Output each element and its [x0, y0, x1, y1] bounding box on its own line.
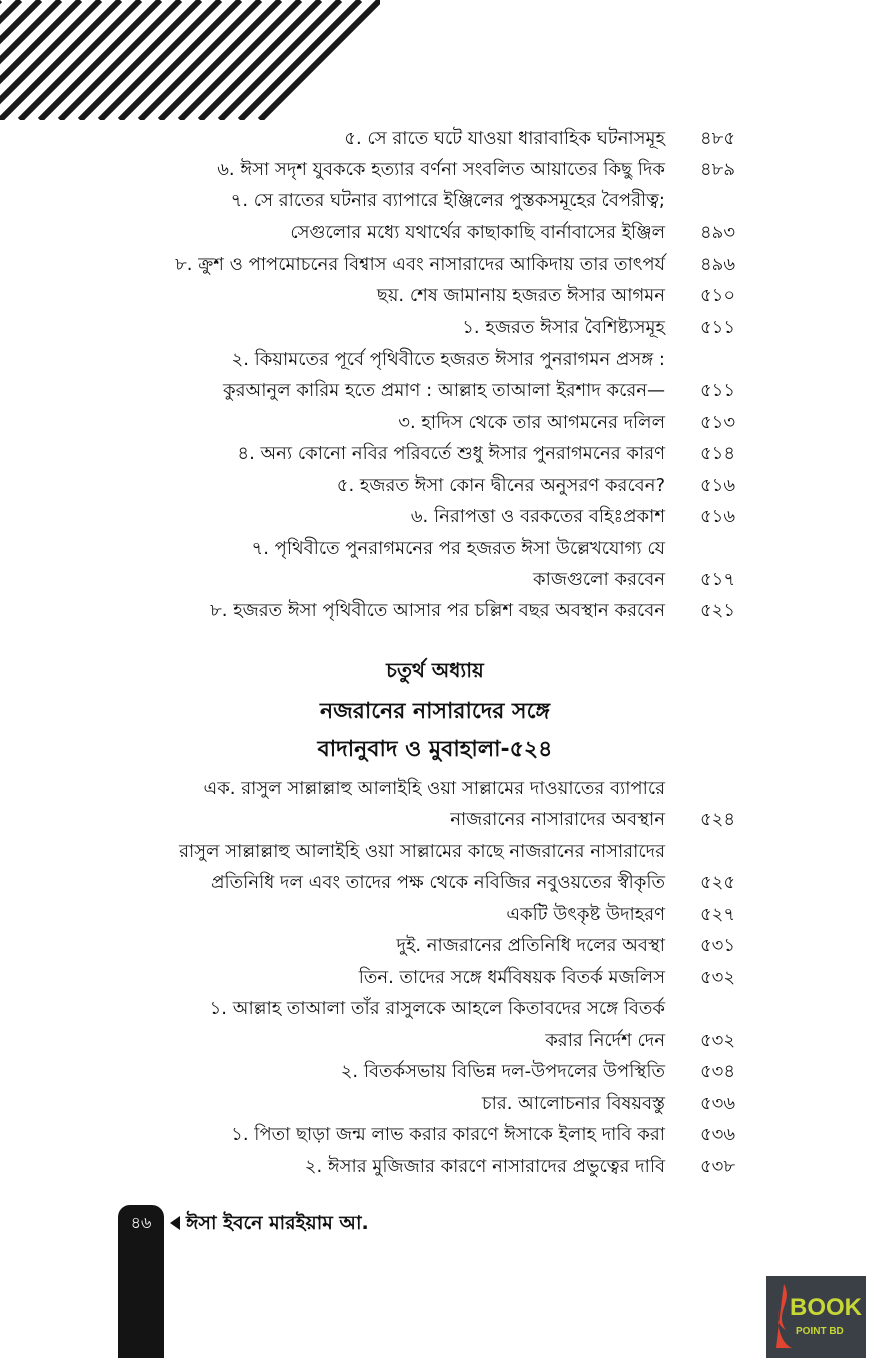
toc-entry-page: ৫৩১	[700, 935, 736, 956]
toc-entry-page: ৫২৪	[700, 809, 736, 830]
toc-entry-title: চার. আলোচনার বিষয়বস্তু	[481, 1093, 665, 1114]
toc-entry-title: কুরআনুল কারিম হতে প্রমাণ : আল্লাহ তাআলা ইরশাদ করেন—	[223, 380, 665, 401]
toc-entry-title: এক. রাসুল সাল্লাল্লাহু আলাইহি ওয়া সাল্লামের দাওয়াতের ব্যাপারে	[203, 778, 665, 799]
logo-main-text: BOOK	[790, 1294, 862, 1321]
toc-entry-page: ৪৯৬	[700, 254, 736, 275]
toc-entry-page: ৫১৩	[700, 412, 736, 433]
toc-entry-page: ৫৩২	[700, 1030, 736, 1051]
toc-entry-title: ছয়. শেষ জামানায় হজরত ঈসার আগমন	[376, 285, 665, 306]
toc-entry-title: তিন. তাদের সঙ্গে ধর্মবিষয়ক বিতর্ক মজলিস	[358, 967, 665, 988]
toc-entry-page: ৫১৭	[700, 569, 736, 590]
toc-entry-page: ৫৩৪	[700, 1061, 736, 1082]
toc-entry-title: ৮. ক্রুশ ও পাপমোচনের বিশ্বাস এবং নাসারাদের আকিদায় তার তাৎপর্য	[175, 254, 665, 275]
toc-entry-page: ৫২৭	[700, 904, 736, 925]
toc-entry-page: ৫২৫	[700, 872, 736, 893]
toc-entry-page: ৪৮৫	[700, 128, 736, 149]
toc-entry-page: ৪৮৯	[700, 159, 736, 180]
toc-entry-title: দুই. নাজরানের প্রতিনিধি দলের অবস্থা	[396, 935, 665, 956]
toc-entry-page: ৫৩৮	[700, 1156, 736, 1177]
bookpoint-logo	[766, 1276, 866, 1358]
toc-entry-page: ৫১১	[700, 317, 736, 338]
logo-sub-text: POINT BD	[796, 1326, 844, 1337]
toc-entry-title: নাজরানের নাসারাদের অবস্থান	[450, 809, 665, 830]
toc-entry-page: ৫৩৬	[700, 1124, 736, 1145]
toc-entry-title: সেগুলোর মধ্যে যথার্থের কাছাকাছি বার্নাবাসের ইঞ্জিল	[290, 222, 665, 243]
toc-entry-title: একটি উৎকৃষ্ট উদাহরণ	[506, 904, 665, 925]
triangle-left-icon	[170, 1216, 180, 1230]
toc-entry-page: ৫২১	[700, 600, 736, 621]
toc-entry-page: ৫৩৬	[700, 1093, 736, 1114]
toc-entry-title: রাসুল সাল্লাল্লাহু আলাইহি ওয়া সাল্লামের কাছে নাজরানের নাসারাদের	[179, 841, 665, 862]
chapter-label: চতুর্থ অধ্যায়	[386, 658, 484, 682]
running-book-title: ঈসা ইবনে মারইয়াম আ.	[186, 1212, 369, 1234]
toc-entry-title: ২. ঈসার মুজিজার কারণে নাসারাদের প্রভুত্বের দাবি	[304, 1156, 665, 1177]
diagonal-stripes-decoration	[0, 0, 380, 120]
chapter-title-line1: নজরানের নাসারাদের সঙ্গে	[319, 699, 551, 724]
toc-entry-page: ৫১১	[700, 380, 736, 401]
toc-entry-page: ৫১৬	[700, 475, 736, 496]
toc-entry-title: ৮. হজরত ঈসা পৃথিবীতে আসার পর চল্লিশ বছর অবস্থান করবেন	[210, 600, 665, 621]
page-number: ৪৬	[130, 1213, 152, 1232]
toc-entry-title: ২. বিতর্কসভায় বিভিন্ন দল-উপদলের উপস্থিতি	[340, 1061, 665, 1082]
toc-entry-title: ৬. ঈসা সদৃশ যুবককে হত্যার বর্ণনা সংবলিত আয়াতের কিছু দিক	[217, 159, 665, 180]
toc-entry-page: ৫১৬	[700, 506, 736, 527]
toc-entry-page: ৪৯৩	[700, 222, 736, 243]
toc-entry-title: ৫. সে রাতে ঘটে যাওয়া ধারাবাহিক ঘটনাসমূহ	[344, 128, 665, 149]
toc-entry-page: ৫৩২	[700, 967, 736, 988]
toc-entry-title: প্রতিনিধি দল এবং তাদের পক্ষ থেকে নবিজির নবুওয়তের স্বীকৃতি	[211, 872, 665, 893]
toc-entry-title: করার নির্দেশ দেন	[545, 1030, 665, 1051]
toc-entry-page: ৫১০	[700, 285, 736, 306]
toc-entry-title: ৫. হজরত ঈসা কোন দ্বীনের অনুসরণ করবেন?	[336, 475, 665, 496]
toc-entry-title: কাজগুলো করবেন	[533, 569, 665, 590]
toc-entry-title: ৪. অন্য কোনো নবির পরিবর্তে শুধু ঈসার পুনরাগমনের কারণ	[237, 443, 665, 464]
toc-entry-title: ১. আল্লাহ তাআলা তাঁর রাসুলকে আহলে কিতাবদের সঙ্গে বিতর্ক	[209, 998, 665, 1019]
toc-entry-page: ৫১৪	[700, 443, 736, 464]
toc-entry-title: ১. হজরত ঈসার বৈশিষ্ট্যসমূহ	[462, 317, 665, 338]
toc-entry-title: ২. কিয়ামতের পূর্বে পৃথিবীতে হজরত ঈসার পুনরাগমন প্রসঙ্গ :	[231, 349, 665, 370]
toc-entry-title: ৭. পৃথিবীতে পুনরাগমনের পর হজরত ঈসা উল্লেখযোগ্য যে	[251, 538, 665, 559]
toc-entry-title: ৬. নিরাপত্তা ও বরকতের বহিঃপ্রকাশ	[410, 506, 665, 527]
toc-entry-title: ৭. সে রাতের ঘটনার ব্যাপারে ইঞ্জিলের পুস্তকসমূহের বৈপরীত্ব;	[230, 190, 665, 211]
chapter-title-line2: বাদানুবাদ ও মুবাহালা-৫২৪	[317, 737, 553, 762]
toc-entry-title: ৩. হাদিস থেকে তার আগমনের দলিল	[398, 412, 665, 433]
toc-entry-title: ১. পিতা ছাড়া জন্ম লাভ করার কারণে ঈসাকে ইলাহ দাবি করা	[231, 1124, 665, 1145]
